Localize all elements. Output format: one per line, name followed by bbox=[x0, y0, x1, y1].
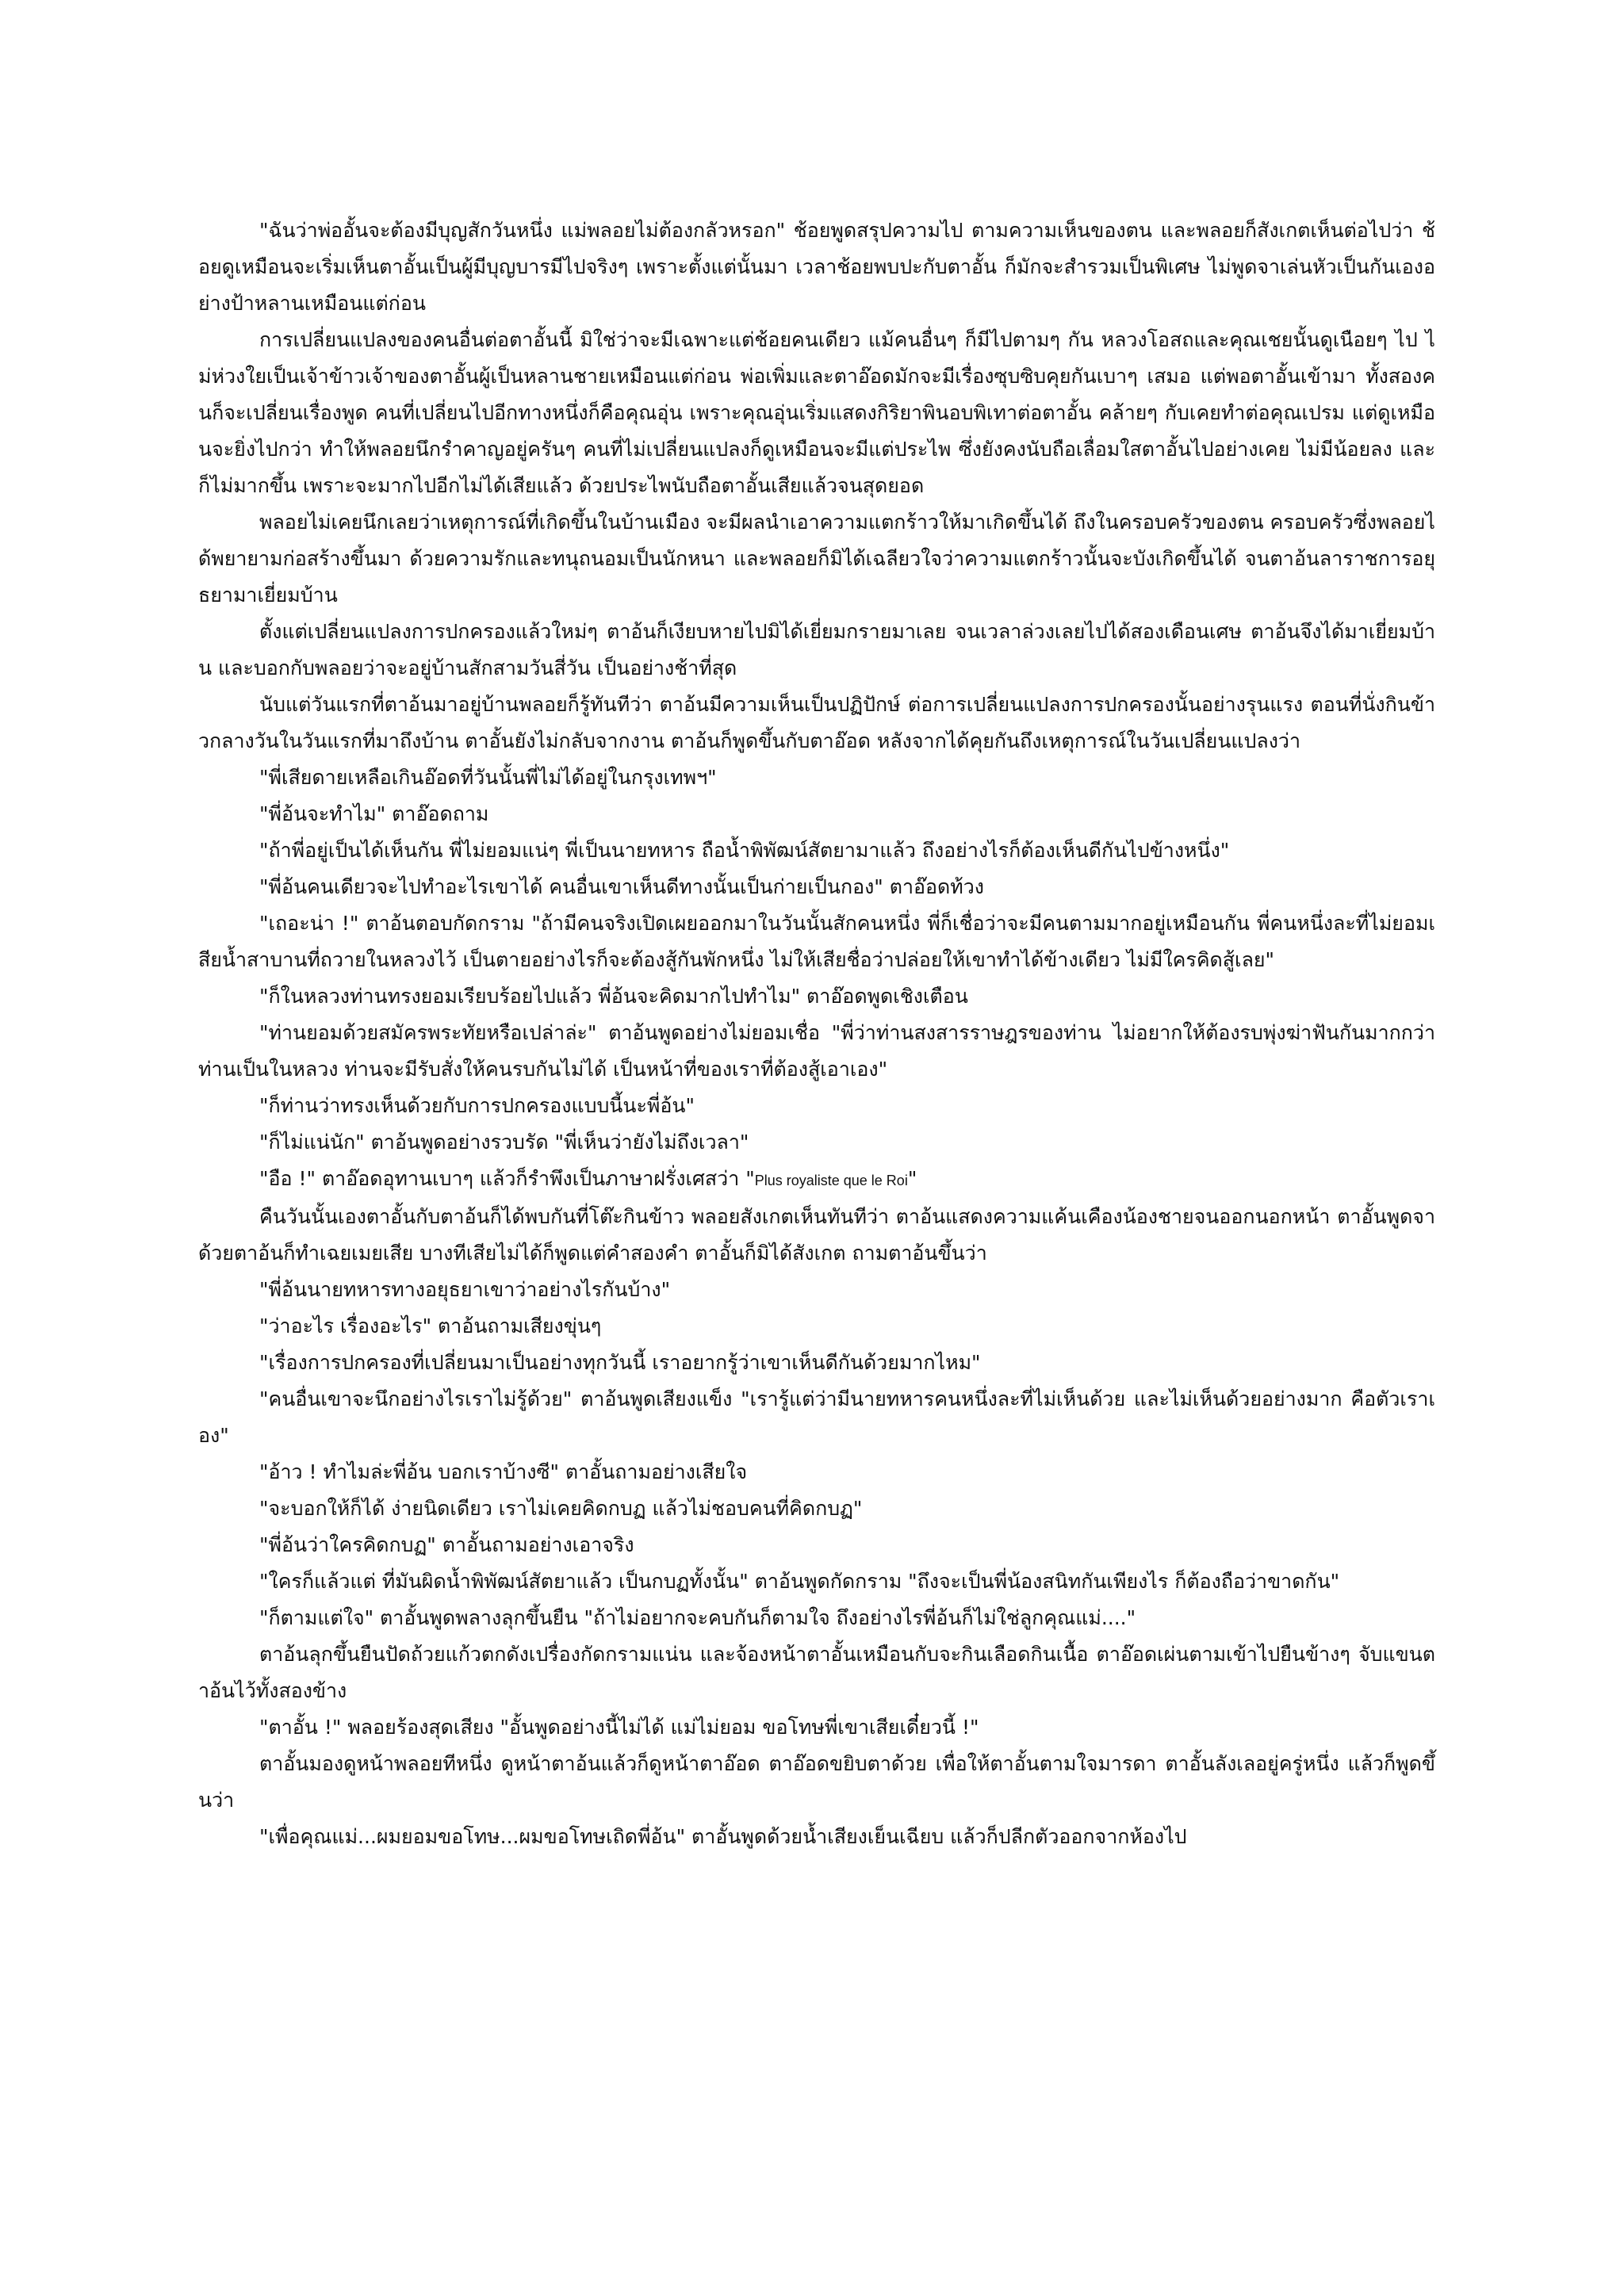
paragraph-28: ตาอั้นมองดูหน้าพลอยทีหนึ่ง ดูหน้าตาอ้นแล้วก็ดูหน้าตาอ๊อด ตาอ๊อดขยิบตาด้วย เพื่อให้ตาอั้นตามใจมารดา ตาอั้นลังเลอยู่ครู่หนึ่ง แล้วก็พูดขึ้นว่า bbox=[198, 1752, 1435, 1812]
paragraph-15 bbox=[198, 1161, 1435, 1199]
page-body bbox=[198, 212, 1435, 1855]
paragraph-6: "พี่เสียดายเหลือเกินอ๊อดที่วันนั้นพี่ไม่ได้อยู่ในกรุงเทพฯ" bbox=[259, 766, 717, 789]
paragraph-23: "พี่อ้นว่าใครคิดกบฏ" ตาอั้นถามอย่างเอาจริง bbox=[259, 1533, 634, 1556]
paragraph-19: "เรื่องการปกครองที่เปลี่ยนมาเป็นอย่างทุกวันนี้ เราอยากรู้ว่าเขาเห็นดีกันด้วยมากไหม" bbox=[259, 1351, 981, 1374]
paragraph-13: "ก็ท่านว่าทรงเห็นด้วยกับการปกครองแบบนี้นะพี่อ้น" bbox=[259, 1094, 695, 1117]
paragraph-20: "คนอื่นเขาจะนึกอย่างไรเราไม่รู้ด้วย" ตาอ้นพูดเสียงแข็ง "เรารู้แต่ว่ามีนายทหารคนหนึ่งละที่ไม่เห็นด้วย และไม่เห็นด้วยอย่างมาก คือตัวเราเอง" bbox=[198, 1387, 1435, 1447]
paragraph-2: การเปลี่ยนแปลงของคนอื่นต่อตาอั้นนี้ มิใช่ว่าจะมีเฉพาะแต่ช้อยคนเดียว แม้คนอื่นๆ ก็มีไปตามๆ กัน หลวงโอสถและคุณเชยนั้นดูเนือยๆ ไป ไม่ห่วงใยเป็นเจ้าข้าวเจ้าของตาอั้นผู้เป็นหลานชายเหมือนแต่ก่อน พ่อเพิ่มและตาอ๊อดมักจะมีเรื่องซุบซิบคุยกันเบาๆ เสมอ แต่พอตาอั้นเข้ามา ทั้งสองคนก็จะเปลี่ยนเรื่องพูด คนที่เปลี่ยนไปอีกทางหนึ่งก็คือคุณอุ่น เพราะคุณอุ่นเริ่มแสดงกิริยาพินอบพิเทาต่อตาอั้น คล้ายๆ กับเคยทำต่อคุณเปรม แต่ดูเหมือนจะยิ่งไปกว่า ทำให้พลอยนึกรำคาญอยู่ครันๆ คนที่ไม่เปลี่ยนแปลงก็ดูเหมือนจะมีแต่ประไพ ซึ่งยังคงนับถือเลื่อมใสตาอั้นไปอย่างเคย ไม่มีน้อยลง และก็ไม่มากขึ้น เพราะจะมากไปอีกไม่ได้เสียแล้ว ด้วยประไพนับถือตาอั้นเสียแล้วจนสุดยอด bbox=[198, 328, 1435, 497]
french-quote: Plus royaliste que le Roi bbox=[754, 1173, 908, 1188]
paragraph-15-text: "อือ !" ตาอ๊อดอุทานเบาๆ แล้วก็รำพึงเป็นภาษาฝรั่งเศสว่า " bbox=[259, 1167, 755, 1190]
paragraph-16: คืนวันนั้นเองตาอั้นกับตาอ้นก็ได้พบกันที่โต๊ะกินข้าว พลอยสังเกตเห็นทันทีว่า ตาอ้นแสดงความแค้นเคืองน้องชายจนออกนอกหน้า ตาอั้นพูดจาด้วยตาอ้นก็ทำเฉยเมยเสีย บางทีเสียไม่ได้ก็พูดแต่คำสองคำ ตาอั้นก็มิได้สังเกต ถามตาอ้นขึ้นว่า bbox=[198, 1205, 1435, 1265]
paragraph-17: "พี่อ้นนายทหารทางอยุธยาเขาว่าอย่างไรกันบ้าง" bbox=[259, 1278, 671, 1301]
paragraph-10: "เถอะน่า !" ตาอ้นตอบกัดกราม "ถ้ามีคนจริงเปิดเผยออกมาในวันนั้นสักคนหนึ่ง พี่ก็เชื่อว่าจะมีคนตามมากอยู่เหมือนกัน พี่คนหนึ่งละที่ไม่ยอมเสียน้ำสาบานที่ถวายในหลวงไว้ เป็นตายอย่างไรก็จะต้องสู้กันพักหนึ่ง ไม่ให้เสียชื่อว่าปล่อยให้เขาทำได้ข้างเดียว ไม่มีใครคิดสู้เลย" bbox=[198, 912, 1435, 971]
paragraph-14: "ก็ไม่แน่นัก" ตาอ้นพูดอย่างรวบรัด "พี่เห็นว่ายังไม่ถึงเวลา" bbox=[259, 1131, 749, 1154]
paragraph-27: "ตาอั้น !" พลอยร้องสุดเสียง "อั้นพูดอย่างนี้ไม่ได้ แม่ไม่ยอม ขอโทษพี่เขาเสียเดี๋ยวนี้ !" bbox=[259, 1716, 979, 1739]
paragraph-9: "พี่อ้นคนเดียวจะไปทำอะไรเขาได้ คนอื่นเขาเห็นดีทางนั้นเป็นก่ายเป็นกอง" ตาอ๊อดท้วง bbox=[259, 875, 985, 898]
paragraph-11: "ก็ในหลวงท่านทรงยอมเรียบร้อยไปแล้ว พี่อ้นจะคิดมากไปทำไม" ตาอ๊อดพูดเชิงเตือน bbox=[259, 985, 968, 1008]
paragraph-12: "ท่านยอมด้วยสมัครพระทัยหรือเปล่าล่ะ" ตาอ้นพูดอย่างไม่ยอมเชื่อ "พี่ว่าท่านสงสารราษฎรของท่าน ไม่อยากให้ต้องรบพุ่งฆ่าฟันกันมากกว่า ท่านเป็นในหลวง ท่านจะมีรับสั่งให้คนรบกันไม่ได้ เป็นหน้าที่ของเราที่ต้องสู้เอาเอง" bbox=[198, 1021, 1435, 1081]
closing-quote: " bbox=[907, 1167, 917, 1190]
paragraph-22: "จะบอกให้ก็ได้ ง่ายนิดเดียว เราไม่เคยคิดกบฏ แล้วไม่ชอบคนที่คิดกบฏ" bbox=[259, 1497, 863, 1520]
paragraph-21: "อ้าว ! ทำไมล่ะพี่อ้น บอกเราบ้างซี" ตาอั้นถามอย่างเสียใจ bbox=[259, 1460, 748, 1483]
paragraph-7: "พี่อ้นจะทำไม" ตาอ๊อดถาม bbox=[259, 802, 489, 825]
paragraph-8: "ถ้าพี่อยู่เป็นได้เห็นกัน พี่ไม่ยอมแน่ๆ พี่เป็นนายทหาร ถือน้ำพิพัฒน์สัตยามาแล้ว ถึงอย่างไรก็ต้องเห็นดีกันไปข้างหนึ่ง" bbox=[259, 839, 1230, 862]
paragraph-1: "ฉันว่าพ่ออั้นจะต้องมีบุญสักวันหนึ่ง แม่พลอยไม่ต้องกลัวหรอก" ช้อยพูดสรุปความไป ตามความเห็นของตน และพลอยก็สังเกตเห็นต่อไปว่า ช้อยดูเหมือนจะเริ่มเห็นตาอั้นเป็นผู้มีบุญบารมีไปจริงๆ เพราะตั้งแต่นั้นมา เวลาช้อยพบปะกับตาอั้น ก็มักจะสำรวมเป็นพิเศษ ไม่พูดจาเล่นหัวเป็นกันเองอย่างป้าหลานเหมือนแต่ก่อน bbox=[198, 219, 1435, 315]
paragraph-26: ตาอ้นลุกขึ้นยืนปัดถ้วยแก้วตกดังเปรื่องกัดกรามแน่น และจ้องหน้าตาอั้นเหมือนกับจะกินเลือดกินเนื้อ ตาอ๊อดเผ่นตามเข้าไปยืนข้างๆ จับแขนตาอ้นไว้ทั้งสองข้าง bbox=[198, 1643, 1435, 1702]
paragraph-3: พลอยไม่เคยนึกเลยว่าเหตุการณ์ที่เกิดขึ้นในบ้านเมือง จะมีผลนำเอาความแตกร้าวให้มาเกิดขึ้นได้ ถึงในครอบครัวของตน ครอบครัวซึ่งพลอยได้พยายามก่อสร้างขึ้นมา ด้วยความรักและทนุถนอมเป็นนักหนา และพลอยก็มิได้เฉลียวใจว่าความแตกร้าวนั้นจะบังเกิดขึ้นได้ จนตาอ้นลาราชการอยุธยามาเยี่ยมบ้าน bbox=[198, 511, 1435, 607]
paragraph-18: "ว่าอะไร เรื่องอะไร" ตาอ้นถามเสียงขุ่นๆ bbox=[259, 1314, 602, 1337]
paragraph-5: นับแต่วันแรกที่ตาอ้นมาอยู่บ้านพลอยก็รู้ทันทีว่า ตาอ้นมีความเห็นเป็นปฏิปักษ์ ต่อการเปลี่ยนแปลงการปกครองนั้นอย่างรุนแรง ตอนที่นั่งกินข้าวกลางวันในวันแรกที่มาถึงบ้าน ตาอั้นยังไม่กลับจากงาน ตาอ้นก็พูดขึ้นกับตาอ๊อด หลังจากได้คุยกันถึงเหตุการณ์ในวันเปลี่ยนแปลงว่า bbox=[198, 693, 1435, 752]
paragraph-4: ตั้งแต่เปลี่ยนแปลงการปกครองแล้วใหม่ๆ ตาอ้นก็เงียบหายไปมิได้เยี่ยมกรายมาเลย จนเวลาล่วงเลยไปได้สองเดือนเศษ ตาอ้นจึงได้มาเยี่ยมบ้าน และบอกกับพลอยว่าจะอยู่บ้านสักสามวันสี่วัน เป็นอย่างช้าที่สุด bbox=[198, 620, 1435, 679]
paragraph-29: "เพื่อคุณแม่...ผมยอมขอโทษ...ผมขอโทษเถิดพี่อ้น" ตาอั้นพูดด้วยน้ำเสียงเย็นเฉียบ แล้วก็ปลีกตัวออกจากห้องไป bbox=[259, 1825, 1187, 1848]
paragraph-24: "ใครก็แล้วแต่ ที่มันผิดน้ำพิพัฒน์สัตยาแล้ว เป็นกบฏทั้งนั้น" ตาอ้นพูดกัดกราม "ถึงจะเป็นพี่น้องสนิทกันเพียงไร ก็ต้องถือว่าขาดกัน" bbox=[259, 1570, 1340, 1593]
paragraph-25: "ก็ตามแต่ใจ" ตาอั้นพูดพลางลุกขึ้นยืน "ถ้าไม่อยากจะคบกันก็ตามใจ ถึงอย่างไรพี่อ้นก็ไม่ใช่ลูกคุณแม่...." bbox=[259, 1606, 1136, 1629]
